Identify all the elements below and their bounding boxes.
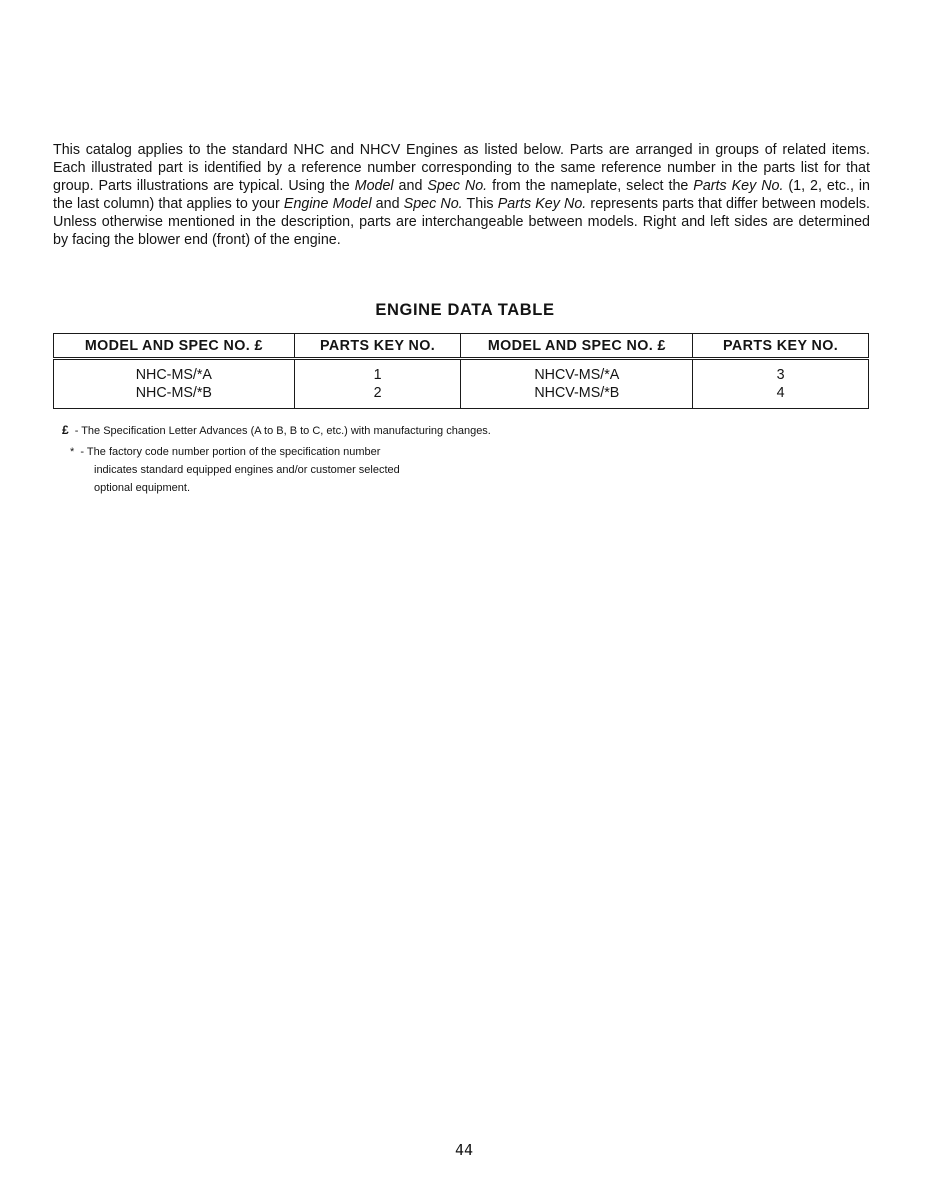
table-row [54,384,869,409]
intro-text: (1, 2, etc., in the last column) that applies to your [53,178,871,212]
intro-text: represents parts that differ between models. Unless otherwise mentioned in the description, parts are interchangeable between models. Right and left sides are determined by facing the blower end (front) of the engine. [53,196,870,248]
footnote-star [70,443,400,497]
column-header: MODEL AND SPEC NO. £ [54,334,295,359]
column-header: MODEL AND SPEC NO. £ [461,334,693,359]
column-header: PARTS KEY NO. [693,334,869,359]
intro-parts-key-term: Parts Key No. [497,196,587,212]
star-symbol: * [70,446,75,458]
engine-data-table [53,333,869,409]
intro-spec-term: Spec No. [427,178,488,194]
table-cell: NHC-MS/*A [54,359,295,385]
table-cell: NHCV-MS/*B [461,384,693,409]
intro-parts-key-term: Parts Key No. [693,178,784,194]
footnote-line: indicates standard equipped engines and/or customer selected [94,464,400,476]
intro-text: and [371,196,404,212]
table-header-row [54,334,869,359]
intro-spec-term: Spec No. [403,196,463,212]
table-cell: 3 [693,359,869,385]
footnote-line: optional equipment. [94,482,191,494]
intro-text: This [462,196,498,212]
footnote-text: - The Specification Letter Advances (A to B, B to C, etc.) with manufacturing changes. [74,425,491,437]
intro-paragraph [53,141,870,249]
intro-model-term: Model [354,178,394,194]
table-cell: 2 [294,384,461,409]
table-cell: 4 [693,384,869,409]
footnote-text: - The factory code number portion of the specification number [80,446,381,458]
table-cell: NHCV-MS/*A [461,359,693,385]
table-cell: 1 [294,359,461,385]
page-number: 44 [454,1141,474,1159]
footnote-pound [62,421,491,440]
column-header: PARTS KEY NO. [294,334,461,359]
intro-text: from the nameplate, select the [487,178,694,194]
intro-text: This catalog applies to the standard NHC and NHCV Engines as listed below. Parts are arranged in groups of related items. Each illustrated part is identified by a reference number corresponding to the same reference number in the parts list for that group. Parts illustrations are typical. Using the [53,142,870,194]
footnote-line [70,443,400,461]
intro-engine-model-term: Engine Model [283,196,372,212]
table-title: ENGINE DATA TABLE [375,301,555,319]
table-row [54,359,869,385]
pound-symbol: £ [62,423,69,437]
table-cell: NHC-MS/*B [54,384,295,409]
intro-text: and [393,178,428,194]
